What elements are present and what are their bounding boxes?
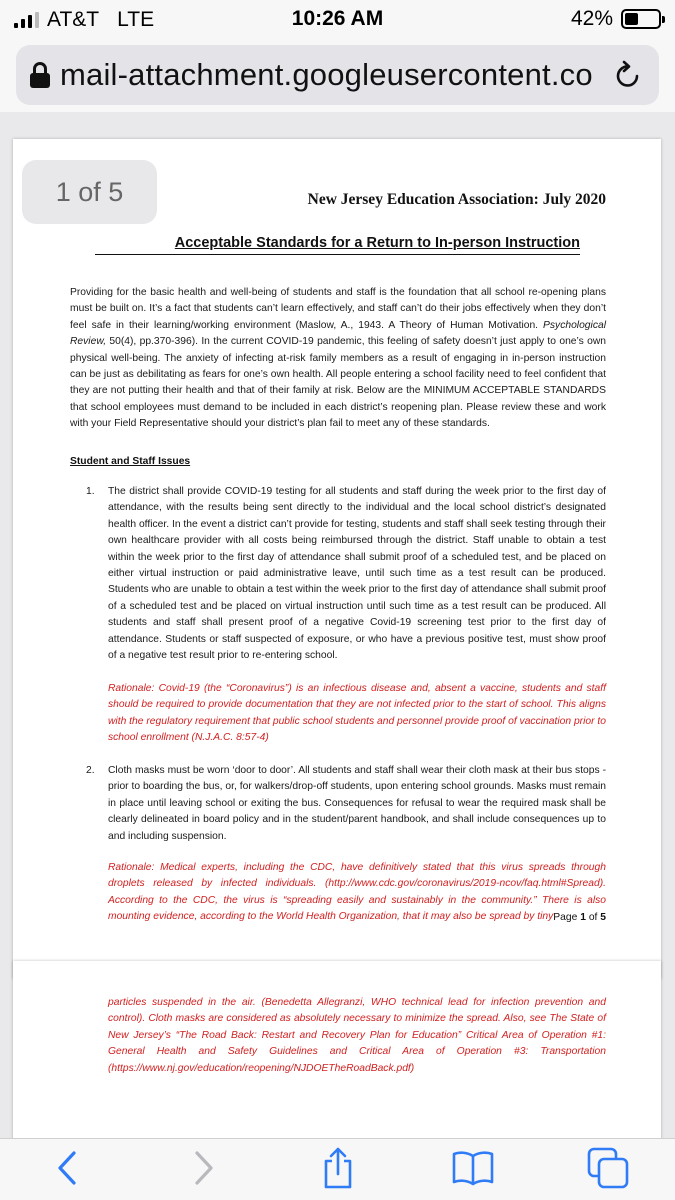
list-item-text: The district shall provide COVID-19 testing for all students and staff during the week prior to the first day of attendance, with the results being sent directly to the individual and the local school district’s designated health officer. In the event a district can’t provide for testing, students and staff shall seek testing through their own healthcare provider with all costs being reimbursed through the district. Staff unable to obtain a test within the week prior to the first day of attendance shall submit proof of a scheduled test, and be placed on either virtual instruction or paid administrative leave, until such time as a test result can be produced. Students who are unable to obtain a test within the week prior to the first day of attendance shall submit proof of a scheduled test and be placed on virtual instruction until such time as a test result can be produced. All students and staff shall present proof of a negative Covid-19 screening test prior to the first day of attendance. Students or staff suspected of exposure, or who have a previous positive test, must show proof of a negative test result prior to re-entering school. [108,486,606,662]
page-indicator: 1 of 5 [22,160,157,224]
bookmarks-button[interactable] [449,1144,497,1192]
address-bar[interactable] [16,45,659,105]
forward-button[interactable] [179,1144,227,1192]
network-type: LTE [117,8,155,31]
bottom-toolbar [0,1138,675,1200]
battery-percent: 42% [570,7,613,30]
forward-arrow-icon [189,1150,217,1186]
pdf-viewer[interactable] [0,112,675,1138]
tabs-icon [587,1147,629,1189]
share-button[interactable] [314,1144,362,1192]
intro-paragraph: Providing for the basic health and well-being of students and staff is the foundation that all school re-opening plans must be built on. It’s a fact that students can’t learn effectively, and staff can’t do their jobs effectively when they don’t feel safe in their learning/working environment (Maslow, A., 1943. A Theory of Human Motivation. Psychological Review, 50(4), pp.370-396). In the current COVID-19 pandemic, this feeling of safety doesn’t just apply to one’s own physical well-being. The anxiety of infecting at-risk family members as a result of engaging in in-person instruction can be just as debilitating as fears for one’s own health. All people entering a school facility need to feel confident that they are not putting their health and that of their family at risk. Below are the MINIMUM ACCEPTABLE STANDARDS that school employees must demand to be included in each district’s reopening plan. Please review these and work with your Field Representative should your district’s plan fail to meet any of these standards. [70,287,606,430]
carrier-name: AT&T [47,8,100,31]
back-arrow-icon [54,1150,82,1186]
document-title: Acceptable Standards for a Return to In-person Instruction [95,235,580,255]
page2-continuation-text: particles suspended in the air. (Benedetta Allegranzi, WHO technical lead for infection prevention and control). Cloth masks are considered as absolutely necessary to minimize the spread. Also, see The State of New Jersey’s “The Road Back: Restart and Recovery Plan for Education” Critical Area of Operation #1: General Health and Safety Guidelines and Critical Area of Operation #3: Transportation (https://www.nj.gov/education/reopening/NJDOETheRoadBack.pdf) [108,997,606,1074]
status-bar [0,0,675,40]
status-time: 10:26 AM [291,7,384,30]
url-text[interactable]: mail-attachment.googleusercontent.co [60,57,593,92]
pdf-page-1 [13,139,661,979]
list-item [86,484,606,664]
battery-fill [625,13,638,25]
reload-icon[interactable] [611,58,645,92]
book-icon [451,1150,495,1186]
rationale-text: Rationale: Medical experts, including the CDC, have definitively stated that this virus spreads through droplets released by infected individuals. (http://www.cdc.gov/coronavirus/2019-ncov/faq.html#Spread). According to the CDC, the virus is “spreading easily and sustainably in the community.” There is also mounting evidence, according to the World Health Organization, that it may also be spread by tiny [108,862,606,923]
pdf-page-2 [13,961,661,1138]
status-right [571,7,661,31]
rationale-text: Rationale: Covid-19 (the “Coronavirus”) is an infectious disease and, absent a vaccine, students and staff should be required to provide documentation that they are not infected prior to the start of school. This aligns with the regulatory requirement that public school students and personnel provide proof of vaccination prior to school enrollment (N.J.A.C. 8:57-4) [108,683,606,744]
list-item [86,763,606,845]
list-item-text: Cloth masks must be worn ‘door to door’. All students and staff shall wear their cloth mask at their bus stops - prior to boarding the bus, or, for walkers/drop-off students, upon entering school grounds. Masks must remain in place until leaving school or exiting the bus. Consequences for refusal to wear the required mask shall be clearly delineated in board policy and in the student/parent handbook, and shall include consequences up to and including suspension. [108,765,606,842]
battery-icon [621,9,661,29]
share-icon [321,1147,355,1189]
back-button[interactable] [44,1144,92,1192]
document-org-header: New Jersey Education Association: July 2020 [307,191,606,208]
lock-icon [30,62,50,88]
page-footer: Page 1 of 5 [553,912,606,923]
list-item-number: 2. [86,765,95,776]
section-heading: Student and Staff Issues [70,456,191,467]
tabs-button[interactable] [584,1144,632,1192]
url-area [0,40,675,112]
list-item-number: 1. [86,486,95,497]
